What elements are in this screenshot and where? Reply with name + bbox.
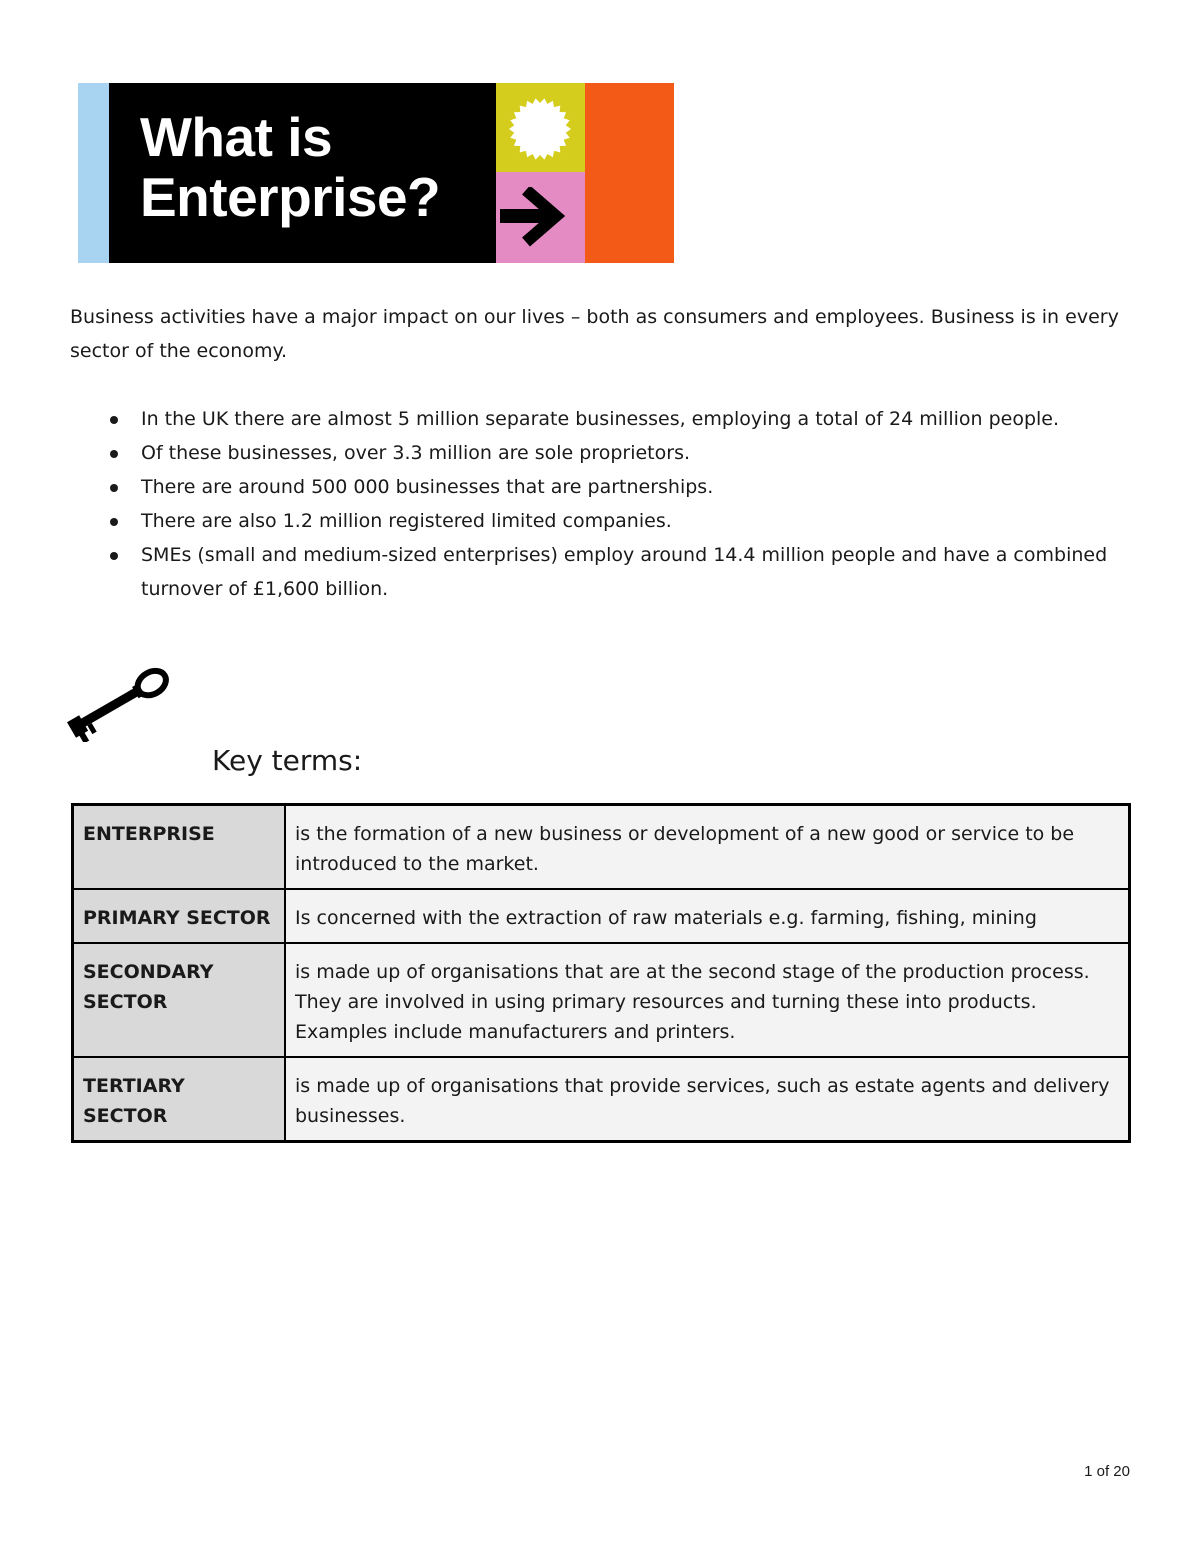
key-icon (58, 662, 182, 742)
term-cell: SECONDARY SECTOR (73, 943, 286, 1057)
intro-paragraph: Business activities have a major impact on our lives – both as consumers and employees. Business is in every sector of the economy. (70, 306, 1119, 362)
bullet-icon (110, 450, 118, 458)
page-number: 1 of 20 (1084, 1463, 1130, 1480)
title-banner (78, 83, 674, 263)
list-item-text: In the UK there are almost 5 million separate businesses, employing a total of 24 million people. (141, 408, 1060, 430)
banner-orange-strip (585, 83, 674, 263)
key-terms-heading: Key terms: (212, 744, 363, 777)
term-cell: TERTIARY SECTOR (73, 1057, 286, 1142)
arrow-right-icon (496, 187, 576, 247)
term-cell: PRIMARY SECTOR (73, 889, 286, 943)
list-item (70, 470, 1120, 504)
list-item-text: There are also 1.2 million registered limited companies. (141, 510, 672, 532)
table-row (73, 805, 1130, 890)
table-row (73, 943, 1130, 1057)
facts-list (70, 402, 1120, 606)
bullet-icon (110, 518, 118, 526)
definition-cell: is the formation of a new business or development of a new good or service to be introduced to the market. (285, 805, 1130, 890)
banner-title (140, 107, 440, 227)
definition-cell: is made up of organisations that provide services, such as estate agents and delivery businesses. (285, 1057, 1130, 1142)
table-row (73, 889, 1130, 943)
bullet-icon (110, 552, 118, 560)
list-item-text: There are around 500 000 businesses that are partnerships. (141, 476, 714, 498)
term-cell: ENTERPRISE (73, 805, 286, 890)
definition-cell: Is concerned with the extraction of raw materials e.g. farming, fishing, mining (285, 889, 1130, 943)
list-item (70, 538, 1120, 606)
list-item (70, 402, 1120, 436)
bullet-icon (110, 416, 118, 424)
list-item (70, 504, 1120, 538)
key-terms-table (71, 803, 1131, 1143)
banner-title-line1: What is (140, 106, 333, 168)
banner-blue-strip (78, 83, 109, 263)
definition-cell: is made up of organisations that are at the second stage of the production process. They are involved in using primary resources and turning these into products. Examples include manufacturers and printers. (285, 943, 1130, 1057)
bullet-icon (110, 484, 118, 492)
sun-icon (507, 96, 573, 162)
table-row (73, 1057, 1130, 1142)
banner-title-line2: Enterprise? (140, 166, 441, 228)
list-item-text: SMEs (small and medium-sized enterprises) employ around 14.4 million people and have a combined turnover of £1,600 billion. (141, 544, 1108, 600)
list-item-text: Of these businesses, over 3.3 million are sole proprietors. (141, 442, 691, 464)
list-item (70, 436, 1120, 470)
